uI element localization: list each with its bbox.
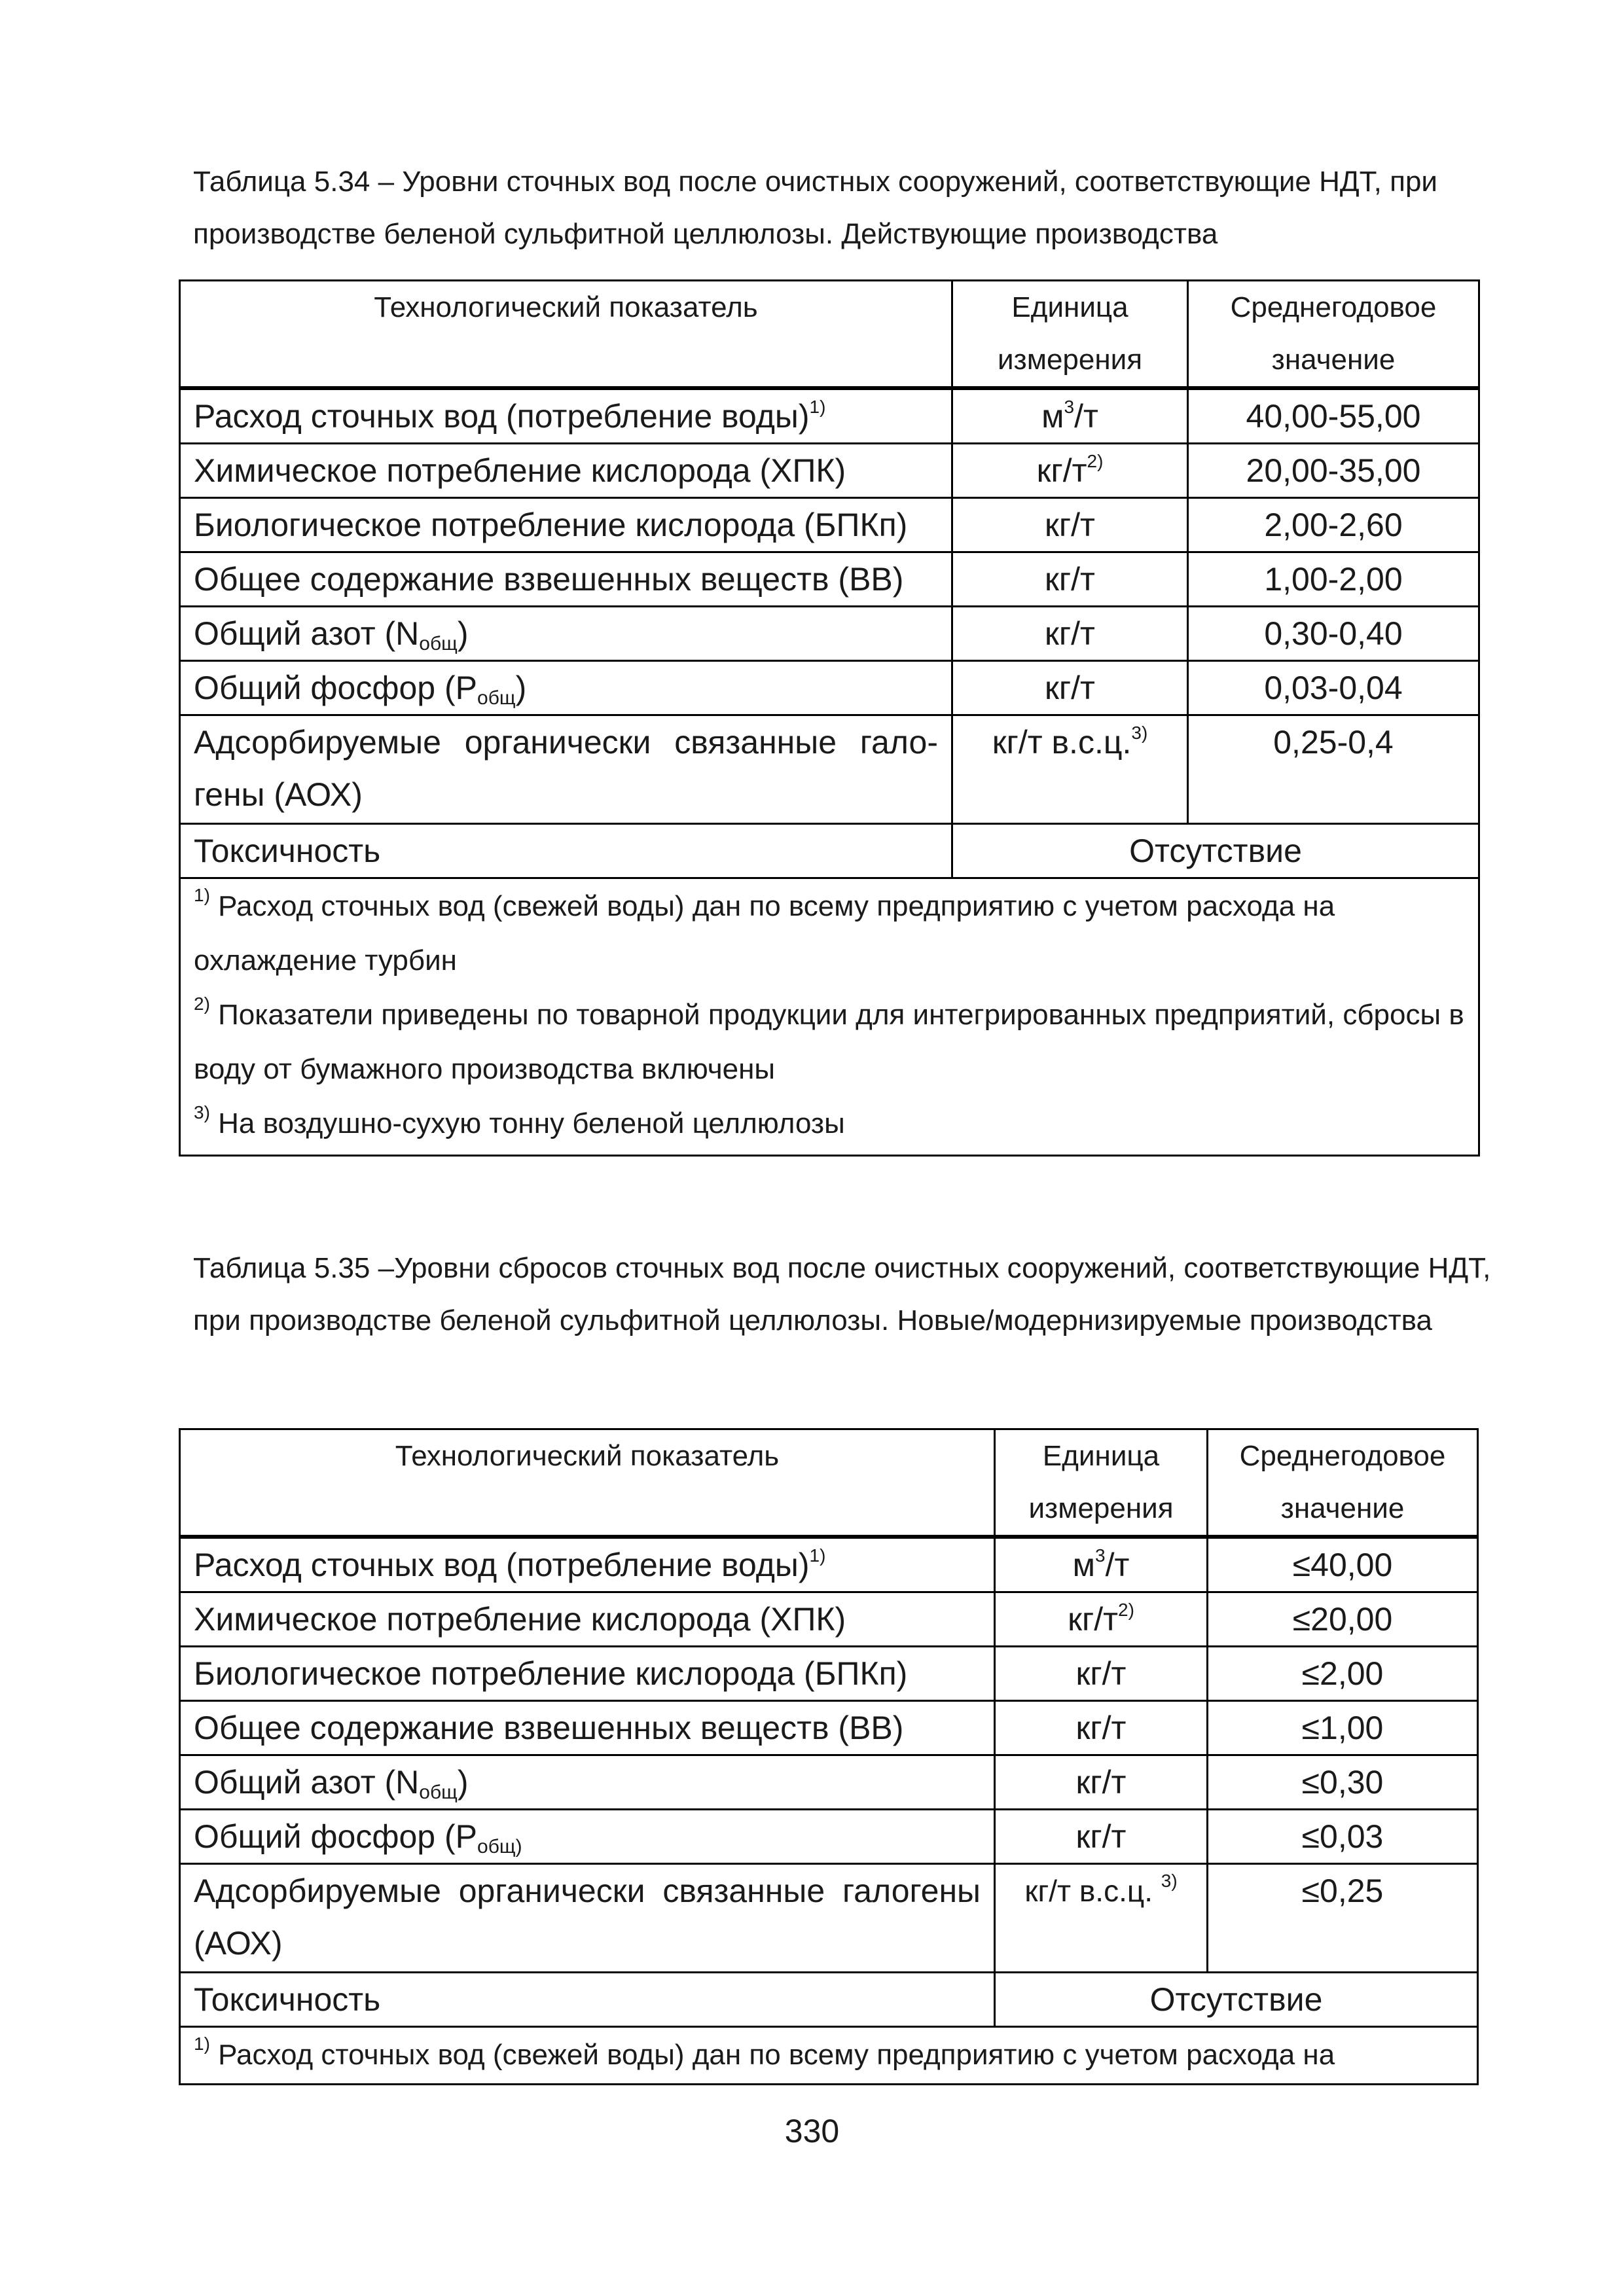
indicator-name: Биологическое потребление кислорода (БПКп)	[180, 1647, 995, 1701]
indicator-name: Адсорбируемые органически связанные гало-гены (АОХ)	[180, 715, 952, 824]
toxicity-value: Отсутствие	[952, 824, 1479, 878]
table1-header-row	[180, 281, 1479, 389]
table-row	[180, 824, 1479, 878]
indicator-name: Общий фосфор ($P_{общ)}$	[180, 1810, 995, 1864]
unit-cell: $м^3/т$	[995, 1537, 1208, 1592]
table1-header-value: Среднегодовое значение	[1188, 281, 1479, 389]
table-row	[180, 552, 1479, 607]
unit-cell: кг/т	[952, 661, 1188, 715]
indicator-name: Расход сточных вод (потребление воды)$^{1)}$	[180, 388, 952, 444]
footnote: $^{2)}$ Показатели приведены по товарной продукции для интегрированных предприятий, сбросы в воду от бумажного производства включены	[194, 994, 1464, 1085]
table-row	[180, 388, 1479, 444]
page-number: 330	[784, 2113, 840, 2149]
toxicity-value: Отсутствие	[995, 1973, 1478, 2027]
unit-cell: $м^3/т$	[952, 388, 1188, 444]
table-row	[180, 607, 1479, 661]
toxicity-label: Токсичность	[180, 824, 952, 878]
table1-caption: Таблица 5.34 – Уровни сточных вод после очистных сооружений, соответствующие НДТ, при производстве беленой сульфитной целлюлозы. Действующие производства	[193, 166, 1438, 250]
unit-cell: кг/т	[995, 1755, 1208, 1810]
table-row	[180, 661, 1479, 715]
value-cell: ≤1,00	[1208, 1701, 1478, 1755]
table-row	[180, 1701, 1478, 1755]
footnote: $^{3)}$ На воздушно-сухую тонну беленой целлюлозы	[194, 1102, 845, 1139]
indicator-name: Общее содержание взвешенных веществ (ВВ)	[180, 552, 952, 607]
unit-cell: кг/т	[952, 552, 1188, 607]
unit-cell: кг/т	[995, 1701, 1208, 1755]
value-cell: ≤2,00	[1208, 1647, 1478, 1701]
value-cell: ≤20,00	[1208, 1592, 1478, 1647]
footnote: $^{1)}$ Расход сточных вод (свежей воды) дан по всему предприятию с учетом расхода на охлаждение турбин	[194, 885, 1335, 977]
table2-footnotes	[180, 2027, 1478, 2085]
value-cell: 0,25-0,4	[1188, 715, 1479, 824]
indicator-name: Общий азот $(N_{общ})$	[180, 607, 952, 661]
value-cell: 20,00-35,00	[1188, 444, 1479, 498]
table1-footnotes	[180, 878, 1479, 1156]
table-row	[180, 1864, 1478, 1973]
indicator-name: Общее содержание взвешенных веществ (ВВ)	[180, 1701, 995, 1755]
indicator-name: Биологическое потребление кислорода (БПКп)	[180, 498, 952, 552]
table-row	[180, 1592, 1478, 1647]
table2-header-unit: Единица измерения	[995, 1429, 1208, 1537]
unit-cell: кг/т	[952, 498, 1188, 552]
table-row	[180, 715, 1479, 824]
table-row	[180, 1973, 1478, 2027]
value-cell: 2,00-2,60	[1188, 498, 1479, 552]
unit-cell: кг/т	[995, 1647, 1208, 1701]
value-cell: 0,03-0,04	[1188, 661, 1479, 715]
value-cell: ≤0,03	[1208, 1810, 1478, 1864]
value-cell: ≤0,30	[1208, 1755, 1478, 1810]
unit-cell: кг/т	[995, 1810, 1208, 1864]
table-row	[180, 1755, 1478, 1810]
table1-header-indicator: Технологический показатель	[180, 281, 952, 389]
indicator-name: Химическое потребление кислорода (ХПК)	[180, 1592, 995, 1647]
unit-cell: кг/т в.с.ц.$^{3)}$	[952, 715, 1188, 824]
table2-caption: Таблица 5.35 –Уровни сбросов сточных вод после очистных сооружений, соответствующие НДТ, при производстве беленой сульфитной целлюлозы. Новые/модернизируемые производства	[193, 1252, 1491, 1336]
table2-header-indicator: Технологический показатель	[180, 1429, 995, 1537]
table1	[179, 279, 1480, 1157]
value-cell: 1,00-2,00	[1188, 552, 1479, 607]
indicator-name: Общий азот $(N_{общ})$	[180, 1755, 995, 1810]
value-cell: ≤40,00	[1208, 1537, 1478, 1592]
toxicity-label: Токсичность	[180, 1973, 995, 2027]
table2	[179, 1428, 1479, 2085]
unit-cell: кг/т в.с.ц. $^{3)}$	[995, 1864, 1208, 1973]
footnote: $^{1)}$ Расход сточных вод (свежей воды) дан по всему предприятию с учетом расхода на	[194, 2034, 1335, 2071]
table2-header-row	[180, 1429, 1478, 1537]
unit-cell: кг/т	[952, 607, 1188, 661]
indicator-name: Химическое потребление кислорода (ХПК)	[180, 444, 952, 498]
indicator-name: Расход сточных вод (потребление воды)$^{1)}$	[180, 1537, 995, 1592]
value-cell: 0,30-0,40	[1188, 607, 1479, 661]
unit-cell: $кг/т^{2)}$	[995, 1592, 1208, 1647]
table-row	[180, 1537, 1478, 1592]
table1-header-unit: Единица измерения	[952, 281, 1188, 389]
indicator-name: Общий фосфор $(P_{общ})$	[180, 661, 952, 715]
table-row	[180, 444, 1479, 498]
indicator-name: Адсорбируемые органически связанные галогены (АОХ)	[180, 1864, 995, 1973]
table2-header-value: Среднегодовое значение	[1208, 1429, 1478, 1537]
unit-cell: $кг/т^{2)}$	[952, 444, 1188, 498]
table-row	[180, 1647, 1478, 1701]
value-cell: 40,00-55,00	[1188, 388, 1479, 444]
table-row	[180, 498, 1479, 552]
value-cell: ≤0,25	[1208, 1864, 1478, 1973]
table-row	[180, 1810, 1478, 1864]
